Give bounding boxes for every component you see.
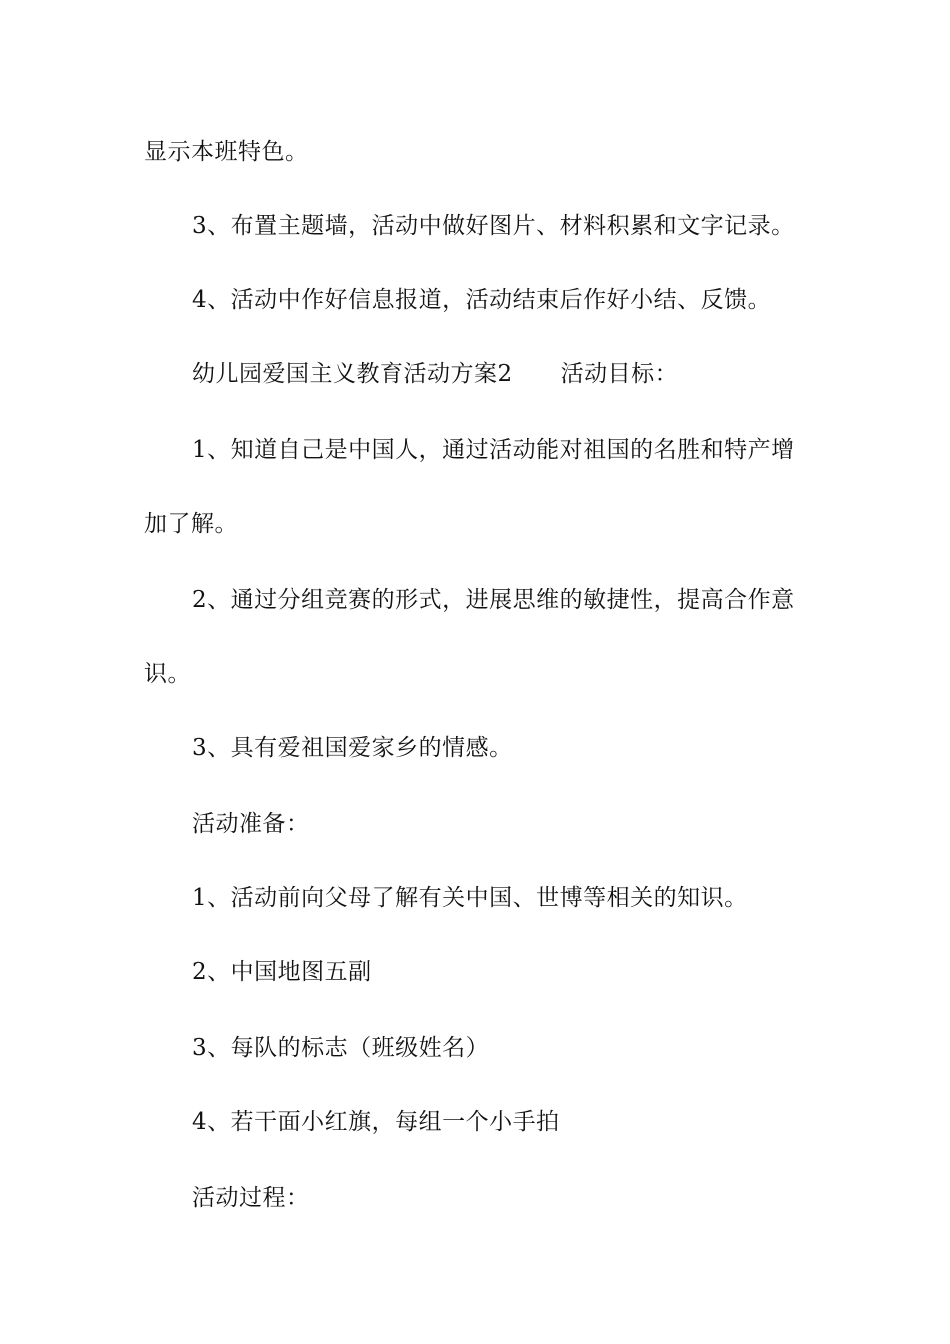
activity-prep-heading: 活动准备：: [192, 811, 310, 837]
activity-goals-heading: 活动目标：: [560, 361, 679, 387]
text-line-8: 识。: [144, 661, 191, 687]
text-line-6: 加了解。: [144, 511, 238, 537]
text-line-7: 2、通过分组竞赛的形式，进展思维的敏捷性，提高合作意: [192, 587, 795, 613]
text-line-2: 3、布置主题墙，活动中做好图片、材料积累和文字记录。: [192, 213, 795, 239]
text-line-3: 4、活动中作好信息报道，活动结束后作好小结、反馈。: [192, 287, 772, 313]
text-line-11: 1、活动前向父母了解有关中国、世博等相关的知识。: [192, 885, 748, 911]
text-line-13: 3、每队的标志（班级姓名）: [192, 1035, 490, 1061]
section-heading-line: [192, 359, 678, 389]
text-line-14: 4、若干面小红旗，每组一个小手拍: [192, 1109, 560, 1135]
activity-process-heading: 活动过程：: [192, 1185, 310, 1211]
text-line-5: 1、知道自己是中国人，通过活动能对祖国的名胜和特产增: [192, 437, 795, 463]
section-title: 幼儿园爱国主义教育活动方案2: [192, 361, 513, 387]
text-line-12: 2、中国地图五副: [192, 959, 372, 985]
text-line-1: 显示本班特色。: [144, 139, 309, 165]
text-line-9: 3、具有爱祖国爱家乡的情感。: [192, 735, 513, 761]
